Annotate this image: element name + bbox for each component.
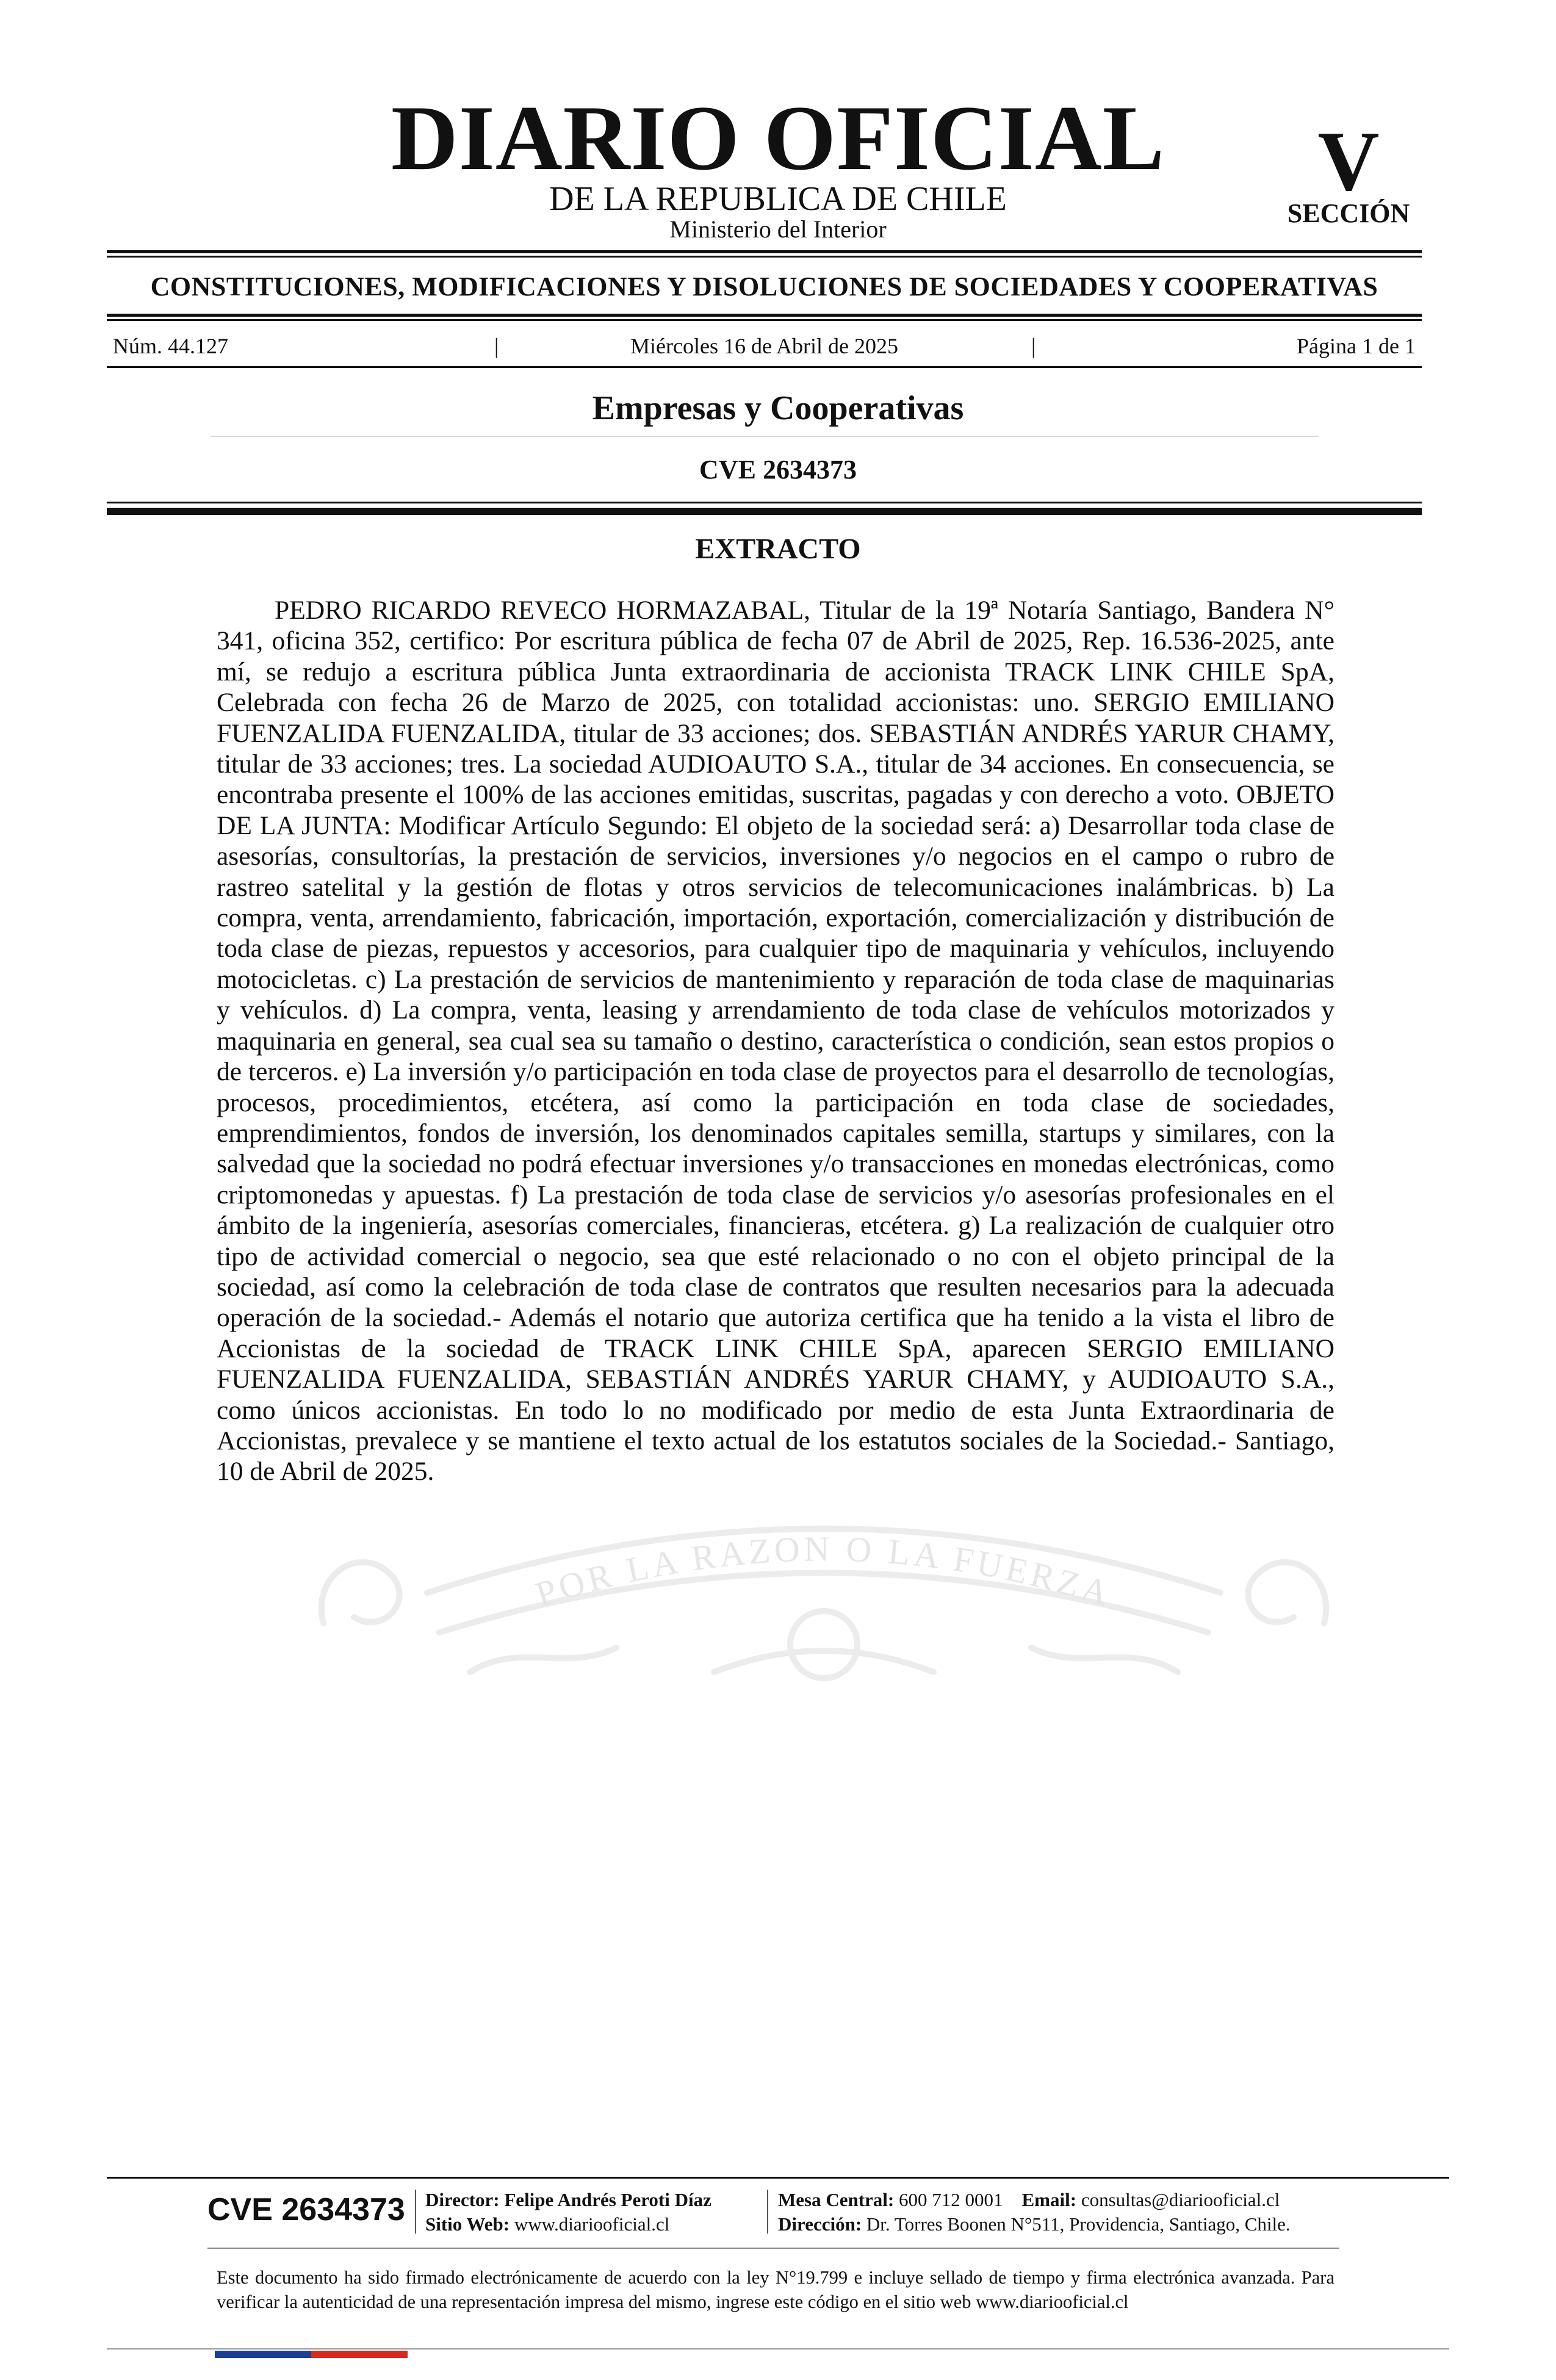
issue-info-bar	[113, 335, 1416, 366]
masthead-subtitle: DE LA REPUBLICA DE CHILE	[549, 180, 1007, 218]
footer-director-block	[425, 2188, 767, 2237]
article-rule-2	[107, 508, 1422, 515]
article-rule-1	[107, 502, 1422, 503]
article-heading: EXTRACTO	[695, 533, 861, 565]
footer-divider	[767, 2190, 768, 2234]
footer-divider	[415, 2190, 416, 2234]
issue-date: Miércoles 16 de Abril de 2025	[630, 334, 898, 358]
director-value: Felipe Andrés Peroti Díaz	[504, 2189, 711, 2210]
masthead-ministry: Ministerio del Interior	[669, 215, 887, 243]
email-link[interactable]: consultas@diariooficial.cl	[1081, 2189, 1280, 2210]
footer-legal-note: Este documento ha sido firmado electrónicamente de acuerdo con la ley N°19.799 e incluye sellado de tiempo y firma electrónica avanzada. Para verificar la autenticidad de una representación impresa del mismo, ingrese este código en el sitio web www.diariooficial.cl	[217, 2267, 1334, 2312]
section-divider	[211, 436, 1318, 437]
info-separator: |	[1031, 334, 1036, 358]
article-cve: CVE 2634373	[699, 455, 857, 485]
flag-stripe-blue	[215, 2351, 311, 2358]
address-label: Dirección:	[778, 2213, 862, 2235]
masthead-title: DIARIO OFICIAL	[391, 87, 1165, 189]
address-value: Dr. Torres Boonen N°511, Providencia, Santiago, Chile.	[866, 2213, 1291, 2235]
info-bar-rule	[107, 366, 1422, 368]
email-label: Email:	[1021, 2189, 1077, 2210]
watermark-motto: POR LA RAZON O LA FUERZA	[531, 1529, 1117, 1615]
section-word: SECCIÓN	[1287, 198, 1410, 228]
category-rule-2	[107, 319, 1422, 321]
footer-rule-top	[107, 2177, 1449, 2179]
flag-stripe-red	[311, 2351, 408, 2358]
page-indicator: Página 1 de 1	[1297, 334, 1416, 358]
director-label: Director:	[425, 2189, 500, 2210]
category-rule-1	[107, 314, 1422, 317]
category-heading: CONSTITUCIONES, MODIFICACIONES Y DISOLUCIONES DE SOCIEDADES Y COOPERATIVAS	[150, 272, 1378, 301]
article-body: PEDRO RICARDO REVECO HORMAZABAL, Titular de la 19ª Notaría Santiago, Bandera N° 341, oficina 352, certifico: Por escritura pública de fecha 07 de Abril de 2025, Rep. 16.536-2025, ante mí, se redujo a escritura pública Junta extraordinaria de accionista TRACK LINK CHILE SpA, Celebrada con fecha 26 de Marzo de 2025, con totalidad accionistas: uno. SERGIO EMILIANO FUENZALIDA FUENZALIDA, titular de 33 acciones; dos. SEBASTIÁN ANDRÉS YARUR CHAMY, titular de 33 acciones; tres. La sociedad AUDIOAUTO S.A., titular de 34 acciones. En consecuencia, se encontraba presente el 100% de las acciones emitidas, suscritas, pagadas y con derecho a voto. OBJETO DE LA JUNTA: Modificar Artículo Segundo: El objeto de la sociedad será: a) Desarrollar toda clase de asesorías, consultorías, la prestación de servicios, inversiones y/o negocios en el campo o rubro de rastreo satelital y la gestión de flotas y otros servicios de telecomunicaciones inalámbricas. b) La compra, venta, arrendamiento, fabricación, importación, exportación, comercialización y distribución de toda clase de piezas, repuestos y accesorios, para cualquier tipo de maquinaria y vehículos, incluyendo motocicletas. c) La prestación de servicios de mantenimiento y reparación de toda clase de maquinarias y vehículos. d) La compra, venta, leasing y arrendamiento de toda clase de vehículos motorizados y maquinaria en general, sea cual sea su tamaño o destino, característica o condición, sean estos propios o de terceros. e) La inversión y/o participación en toda clase de proyectos para el desarrollo de tecnologías, procesos, procedimientos, etcétera, así como la participación en toda clase de sociedades, emprendimientos, fondos de inversión, los denominados capitales semilla, startups y similares, con la salvedad que la sociedad no podrá efectuar inversiones y/o transacciones en monedas electrónicas, como criptomonedas y apuestas. f) La prestación de toda clase de servicios y/o asesorías profesionales en el ámbito de la ingeniería, asesorías comerciales, financieras, etcétera. g) La realización de cualquier otro tipo de actividad comercial o negocio, sea que esté relacionado o no con el objeto principal de la sociedad, así como la celebración de toda clase de contratos que resulten necesarios para la adecuada operación de la sociedad.- Además el notario que autoriza certifica que ha tenido a la vista el libro de Accionistas de la sociedad de TRACK LINK CHILE SpA, aparecen SERGIO EMILIANO FUENZALIDA FUENZALIDA, SEBASTIÁN ANDRÉS YARUR CHAMY, y AUDIOAUTO S.A., como únicos accionistas. En todo lo no modificado por medio de esta Junta Extraordinaria de Accionistas, prevalece y se mantiene el texto actual de los estatutos sociales de la Sociedad.- Santiago, 10 de Abril de 2025.	[217, 596, 1334, 1487]
phone-value: 600 712 0001	[899, 2189, 1003, 2210]
footer-rule-mid	[207, 2248, 1339, 2249]
masthead-rule-top	[107, 250, 1422, 253]
footer-cve: CVE 2634373	[207, 2192, 405, 2227]
issue-number: Núm. 44.127	[113, 334, 228, 358]
phone-label: Mesa Central:	[778, 2189, 895, 2210]
article-section: Empresas y Cooperativas	[592, 389, 964, 427]
website-label: Sitio Web:	[425, 2213, 510, 2235]
footer-rule-bottom	[107, 2348, 1449, 2349]
website-link[interactable]: www.diariooficial.cl	[514, 2213, 670, 2235]
masthead-rule-top-2	[107, 256, 1422, 258]
coat-of-arms-watermark	[287, 1489, 1361, 1684]
footer-contact-block	[778, 2188, 1364, 2237]
section-letter: V	[1317, 114, 1380, 209]
info-separator: |	[494, 334, 499, 358]
